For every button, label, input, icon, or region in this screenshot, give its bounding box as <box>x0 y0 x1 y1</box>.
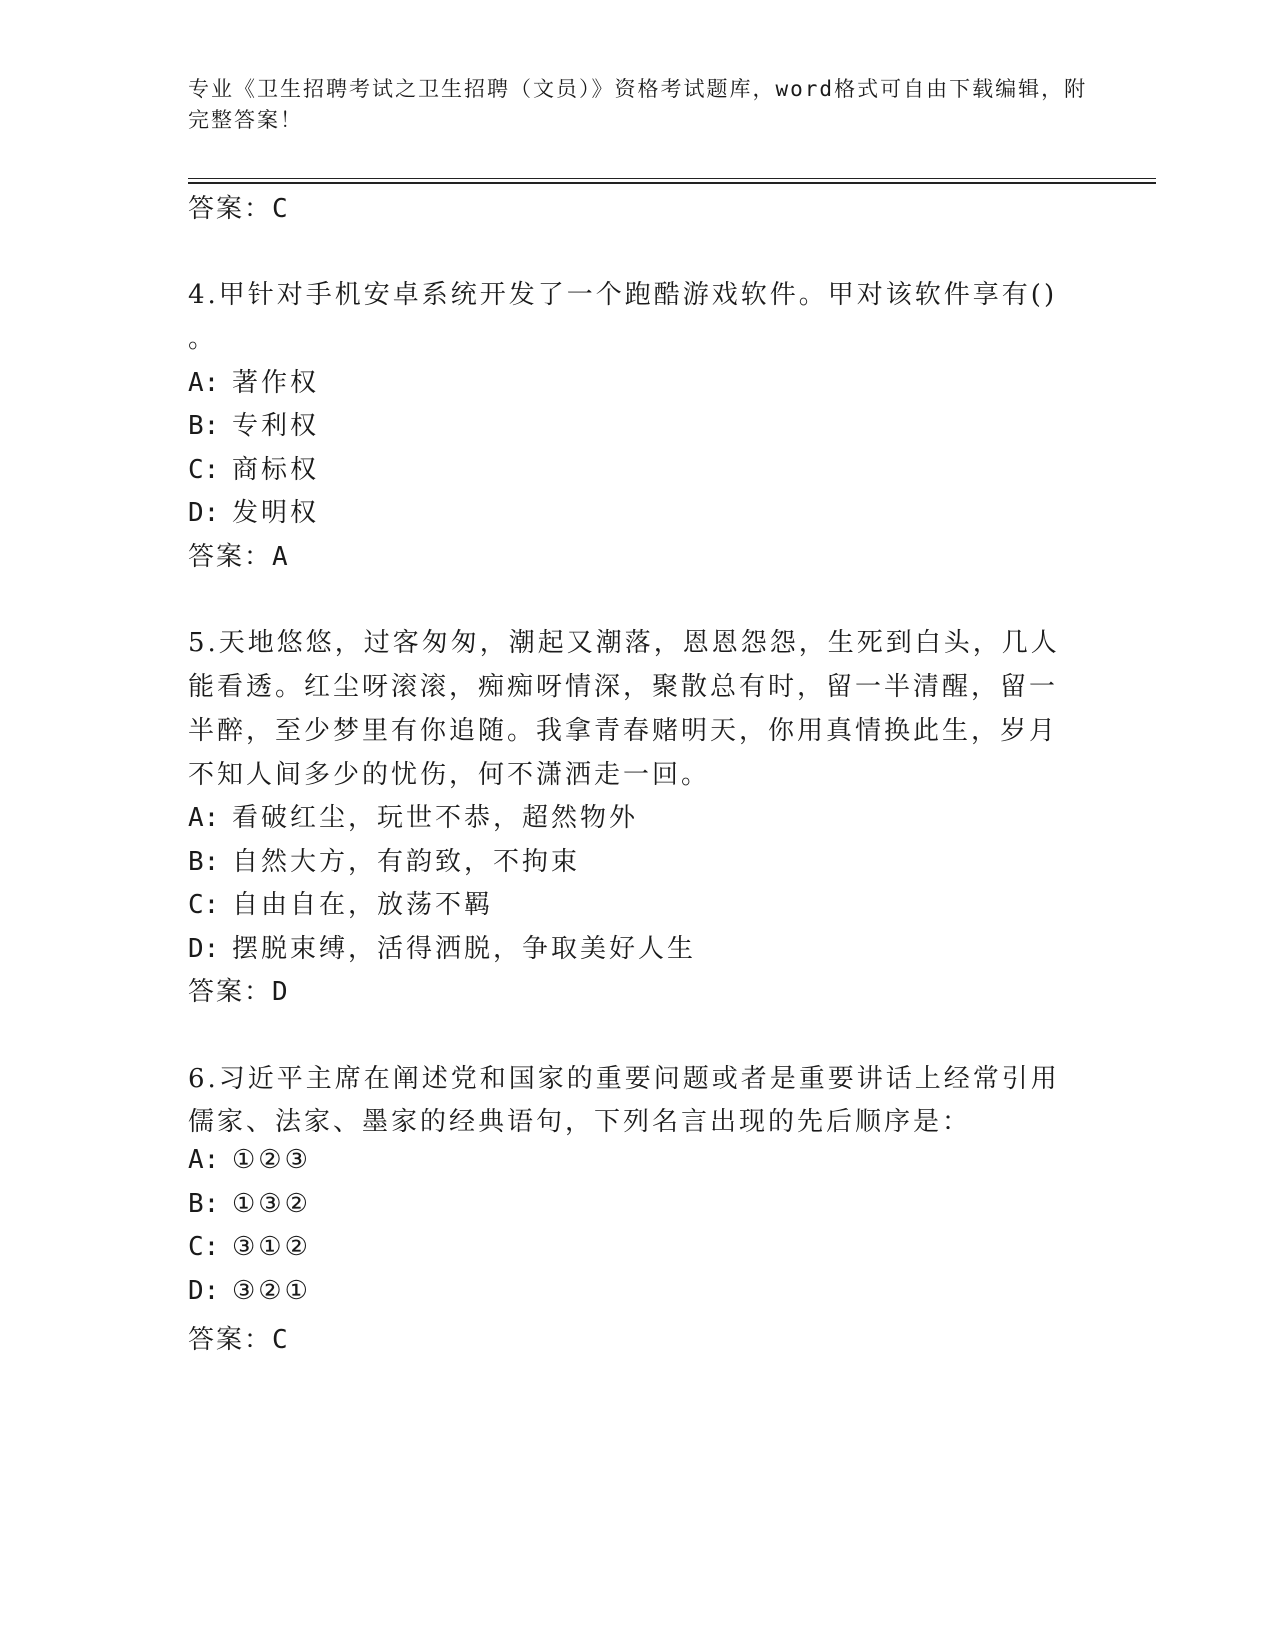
question-4-option-d <box>188 492 319 529</box>
answer-line-q4 <box>188 536 290 573</box>
question-6-option-c <box>188 1232 311 1262</box>
answer-line-prev <box>188 188 290 225</box>
option-text: 看破红尘，玩世不恭，超然物外 <box>232 803 639 833</box>
question-6-option-b <box>188 1189 311 1219</box>
document-header: 专业《卫生招聘考试之卫生招聘（文员）》资格考试题库，word格式可自由下载编辑，附完整答案！ <box>188 77 1088 132</box>
question-4-option-c <box>188 449 319 486</box>
question-5-option-d <box>188 928 696 965</box>
option-key: D: <box>188 934 220 964</box>
option-key: A: <box>188 368 220 398</box>
option-text: 专利权 <box>232 411 320 441</box>
option-text: ③①② <box>232 1232 311 1262</box>
question-5-option-c <box>188 884 493 921</box>
option-key: C: <box>188 890 220 920</box>
option-key: D: <box>188 1276 220 1306</box>
answer-label: 答案： <box>188 542 273 572</box>
option-text: ①③② <box>232 1189 311 1219</box>
option-text: 摆脱束缚，活得洒脱，争取美好人生 <box>232 934 697 964</box>
option-text: ③②① <box>232 1276 311 1306</box>
option-text: 自然大方，有韵致，不拘束 <box>232 847 581 877</box>
option-text: 著作权 <box>232 368 320 398</box>
option-key: B: <box>188 847 220 877</box>
question-4-option-b <box>188 405 319 442</box>
option-text: 商标权 <box>232 455 320 485</box>
question-4-text-cont: 。 <box>188 324 218 354</box>
answer-line-q6 <box>188 1319 290 1356</box>
answer-value: C <box>272 194 290 224</box>
option-text: 自由自在，放荡不羁 <box>232 890 494 920</box>
answer-value: A <box>272 542 290 572</box>
option-key: A: <box>188 1145 220 1175</box>
question-5-line-2: 能看透。红尘呀滚滚，痴痴呀情深，聚散总有时，留一半清醒，留一 <box>188 672 1059 702</box>
answer-value: D <box>272 977 290 1007</box>
answer-label: 答案： <box>188 194 273 224</box>
question-5-line-3: 半醉，至少梦里有你追随。我拿青春赌明天，你用真情换此生，岁月 <box>188 716 1059 746</box>
question-5-line-4: 不知人间多少的忧伤，何不潇洒走一回。 <box>188 760 711 790</box>
option-key: B: <box>188 411 220 441</box>
question-5-line-1: 5.天地悠悠，过客匆匆，潮起又潮落，恩恩怨怨，生死到白头，几人 <box>188 628 1060 658</box>
question-5-option-b <box>188 841 580 878</box>
option-key: C: <box>188 455 220 485</box>
answer-label: 答案： <box>188 977 273 1007</box>
option-text: 发明权 <box>232 498 320 528</box>
question-5-option-a <box>188 797 638 834</box>
option-text: ①②③ <box>232 1145 311 1175</box>
header-divider-thin <box>188 178 1156 179</box>
question-6-option-a <box>188 1145 311 1175</box>
answer-label: 答案： <box>188 1325 273 1355</box>
question-6-option-d <box>188 1276 311 1306</box>
answer-value: C <box>272 1325 290 1355</box>
answer-line-q5 <box>188 971 290 1008</box>
question-4-text: 4.甲针对手机安卓系统开发了一个跑酷游戏软件。甲对该软件享有() <box>188 280 1058 310</box>
question-4-option-a <box>188 362 319 399</box>
question-6-line-1: 6.习近平主席在阐述党和国家的重要问题或者是重要讲话上经常引用 <box>188 1064 1060 1094</box>
option-key: D: <box>188 498 220 528</box>
header-divider-thick <box>188 182 1156 184</box>
option-key: C: <box>188 1232 220 1262</box>
question-6-line-2: 儒家、法家、墨家的经典语句，下列名言出现的先后顺序是： <box>188 1107 972 1137</box>
option-key: B: <box>188 1189 220 1219</box>
option-key: A: <box>188 803 220 833</box>
